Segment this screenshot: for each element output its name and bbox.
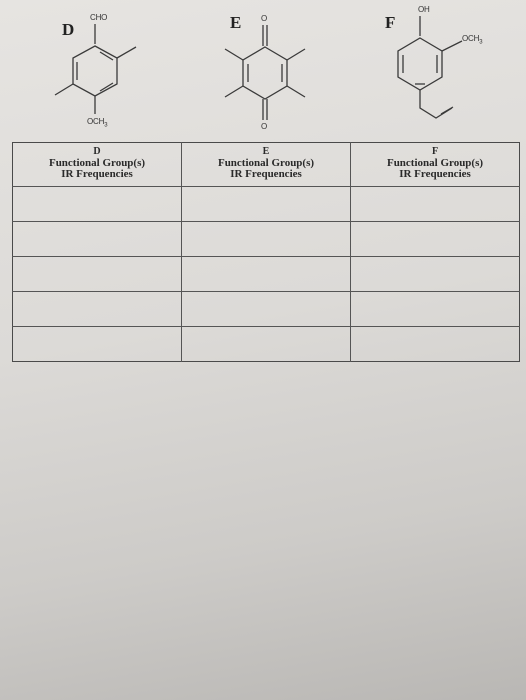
- answer-cell[interactable]: [181, 292, 350, 326]
- answer-cell[interactable]: [181, 257, 350, 291]
- header-ir-frequencies: IR Frequencies: [230, 168, 302, 180]
- header-cell-e: [182, 146, 350, 181]
- header-functional-groups: Functional Group(s): [48, 156, 146, 169]
- molecule-f-label: F: [385, 13, 396, 32]
- header-letter: E: [262, 146, 270, 157]
- molecule-e-bottom-oxygen: O: [261, 122, 268, 131]
- header-cell-d: [13, 146, 181, 181]
- molecule-f-structure: [0, 0, 526, 140]
- table-row: [12, 257, 520, 291]
- table-row: [12, 327, 520, 361]
- table-row: [12, 187, 520, 221]
- molecule-d-top-substituent: CHO: [90, 13, 108, 22]
- header-functional-groups: Functional Group(s): [386, 156, 484, 169]
- answer-cell[interactable]: [181, 222, 350, 256]
- answer-cell[interactable]: [350, 257, 520, 291]
- molecule-d-label: D: [62, 20, 75, 39]
- molecule-f-top-substituent: OH: [418, 5, 430, 14]
- table-row: [12, 292, 520, 326]
- answer-cell[interactable]: [181, 327, 350, 361]
- header-ir-frequencies: IR Frequencies: [61, 168, 133, 180]
- molecule-e-top-oxygen: O: [261, 14, 268, 23]
- header-ir-frequencies: IR Frequencies: [399, 168, 471, 180]
- answer-cell[interactable]: [12, 257, 181, 291]
- answer-cell[interactable]: [12, 292, 181, 326]
- answer-cell[interactable]: [350, 292, 520, 326]
- header-functional-groups: Functional Group(s): [217, 156, 315, 169]
- answer-cell[interactable]: [12, 187, 181, 221]
- header-cell-f: [351, 146, 519, 181]
- answer-cell[interactable]: [12, 222, 181, 256]
- molecule-d-bottom-substituent: $OCH_3$: [87, 117, 108, 129]
- header-letter: D: [93, 146, 101, 157]
- answer-cell[interactable]: [350, 327, 520, 361]
- molecule-f-side-substituent: $OCH_3$: [462, 34, 483, 46]
- answer-cell[interactable]: [181, 187, 350, 221]
- header-letter: F: [431, 146, 439, 157]
- answer-cell[interactable]: [350, 187, 520, 221]
- answer-cell[interactable]: [350, 222, 520, 256]
- molecule-e-label: E: [230, 13, 242, 32]
- table-row: [12, 222, 520, 256]
- answer-cell[interactable]: [12, 327, 181, 361]
